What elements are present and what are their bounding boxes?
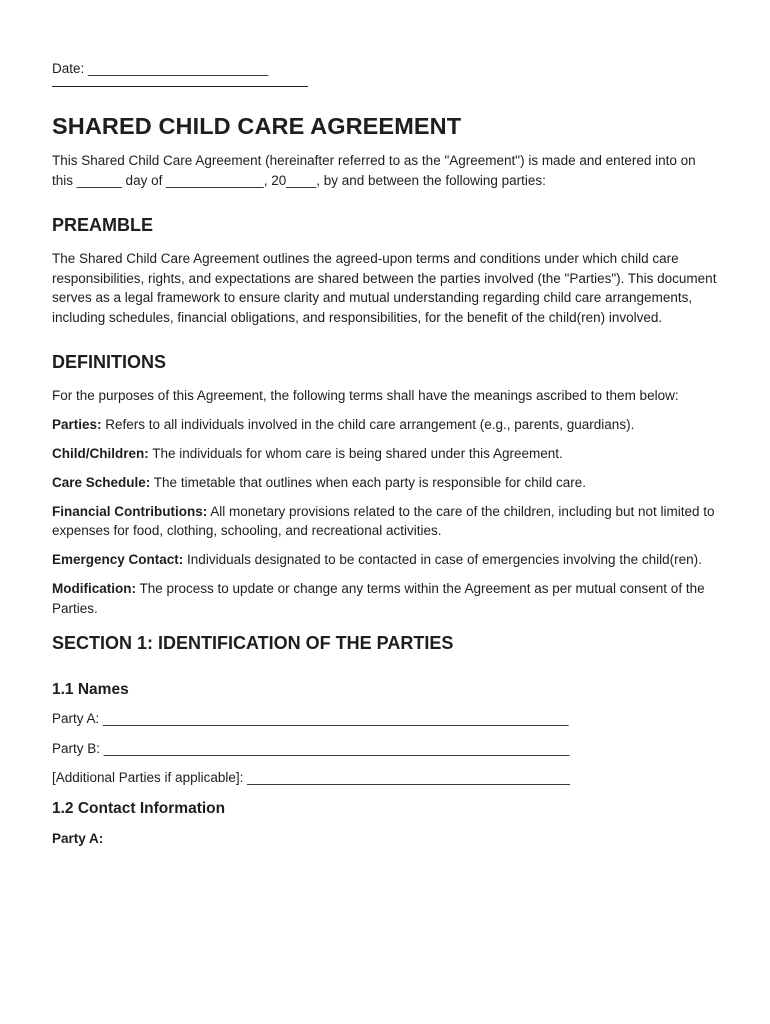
- definition-term: Care Schedule:: [52, 474, 151, 490]
- header-divider: [52, 86, 308, 87]
- document-title: SHARED CHILD CARE AGREEMENT: [52, 113, 462, 139]
- definition-item: [52, 473, 720, 493]
- definition-item: [52, 550, 720, 570]
- definition-text: The timetable that outlines when each party is responsible for child care.: [150, 474, 587, 490]
- definition-item: [52, 444, 720, 464]
- definition-term: Modification:: [52, 581, 136, 596]
- preamble-paragraph: The Shared Child Care Agreement outlines the agreed-upon terms and conditions under which child care responsibilities, rights, and expectations are shared between the parties involved (the "Parties"). This document serves as a legal framework to ensure clarity and mutual understanding regarding child care arrangements, including schedules, financial obligations, and responsibilities, for the benefit of the child(ren) involved.: [52, 251, 717, 325]
- contact-info-subheading: 1.2 Contact Information: [52, 799, 226, 817]
- definitions-intro: For the purposes of this Agreement, the following terms shall have the meanings ascribed to them below:: [52, 388, 679, 403]
- definition-text: All monetary provisions related to the care of the children, including but not limited to expenses for food, clothing, schooling, and recreational activities.: [52, 503, 715, 538]
- definition-term: Financial Contributions:: [52, 503, 208, 519]
- additional-parties-field: [Additional Parties if applicable]: ___________________________________________: [52, 770, 570, 785]
- definition-term: Emergency Contact:: [52, 552, 184, 567]
- definition-text: Refers to all individuals involved in the child care arrangement (e.g., parents, guardians).: [101, 416, 635, 432]
- party-a-name-field: Party A: ______________________________________________________________: [52, 711, 569, 726]
- date-field: Date: ________________________: [52, 61, 269, 76]
- section-1-heading: SECTION 1: IDENTIFICATION OF THE PARTIES: [52, 633, 454, 653]
- definition-item: [52, 579, 720, 618]
- definitions-heading: DEFINITIONS: [52, 352, 167, 372]
- party-b-name-field: Party B: ______________________________________________________________: [52, 740, 570, 756]
- definition-term: Parties:: [52, 416, 102, 432]
- preamble-heading: PREAMBLE: [52, 215, 154, 235]
- intro-paragraph: This Shared Child Care Agreement (hereinafter referred to as the "Agreement") is made and entered into on this ______ day of _____________, 20____, by and between the following parties:: [52, 153, 696, 188]
- definition-text: The individuals for whom care is being shared under this Agreement.: [148, 445, 563, 461]
- definition-term: Child/Children:: [52, 445, 149, 461]
- definition-item: [52, 415, 720, 435]
- names-subheading: 1.1 Names: [52, 681, 129, 698]
- definition-text: Individuals designated to be contacted in case of emergencies involving the child(ren).: [183, 552, 702, 567]
- definition-text: The process to update or change any terms within the Agreement as per mutual consent of the Parties.: [52, 581, 705, 616]
- definition-item: [52, 502, 720, 541]
- document-body: [52, 151, 720, 848]
- contact-party-a-label: Party A:: [52, 830, 104, 846]
